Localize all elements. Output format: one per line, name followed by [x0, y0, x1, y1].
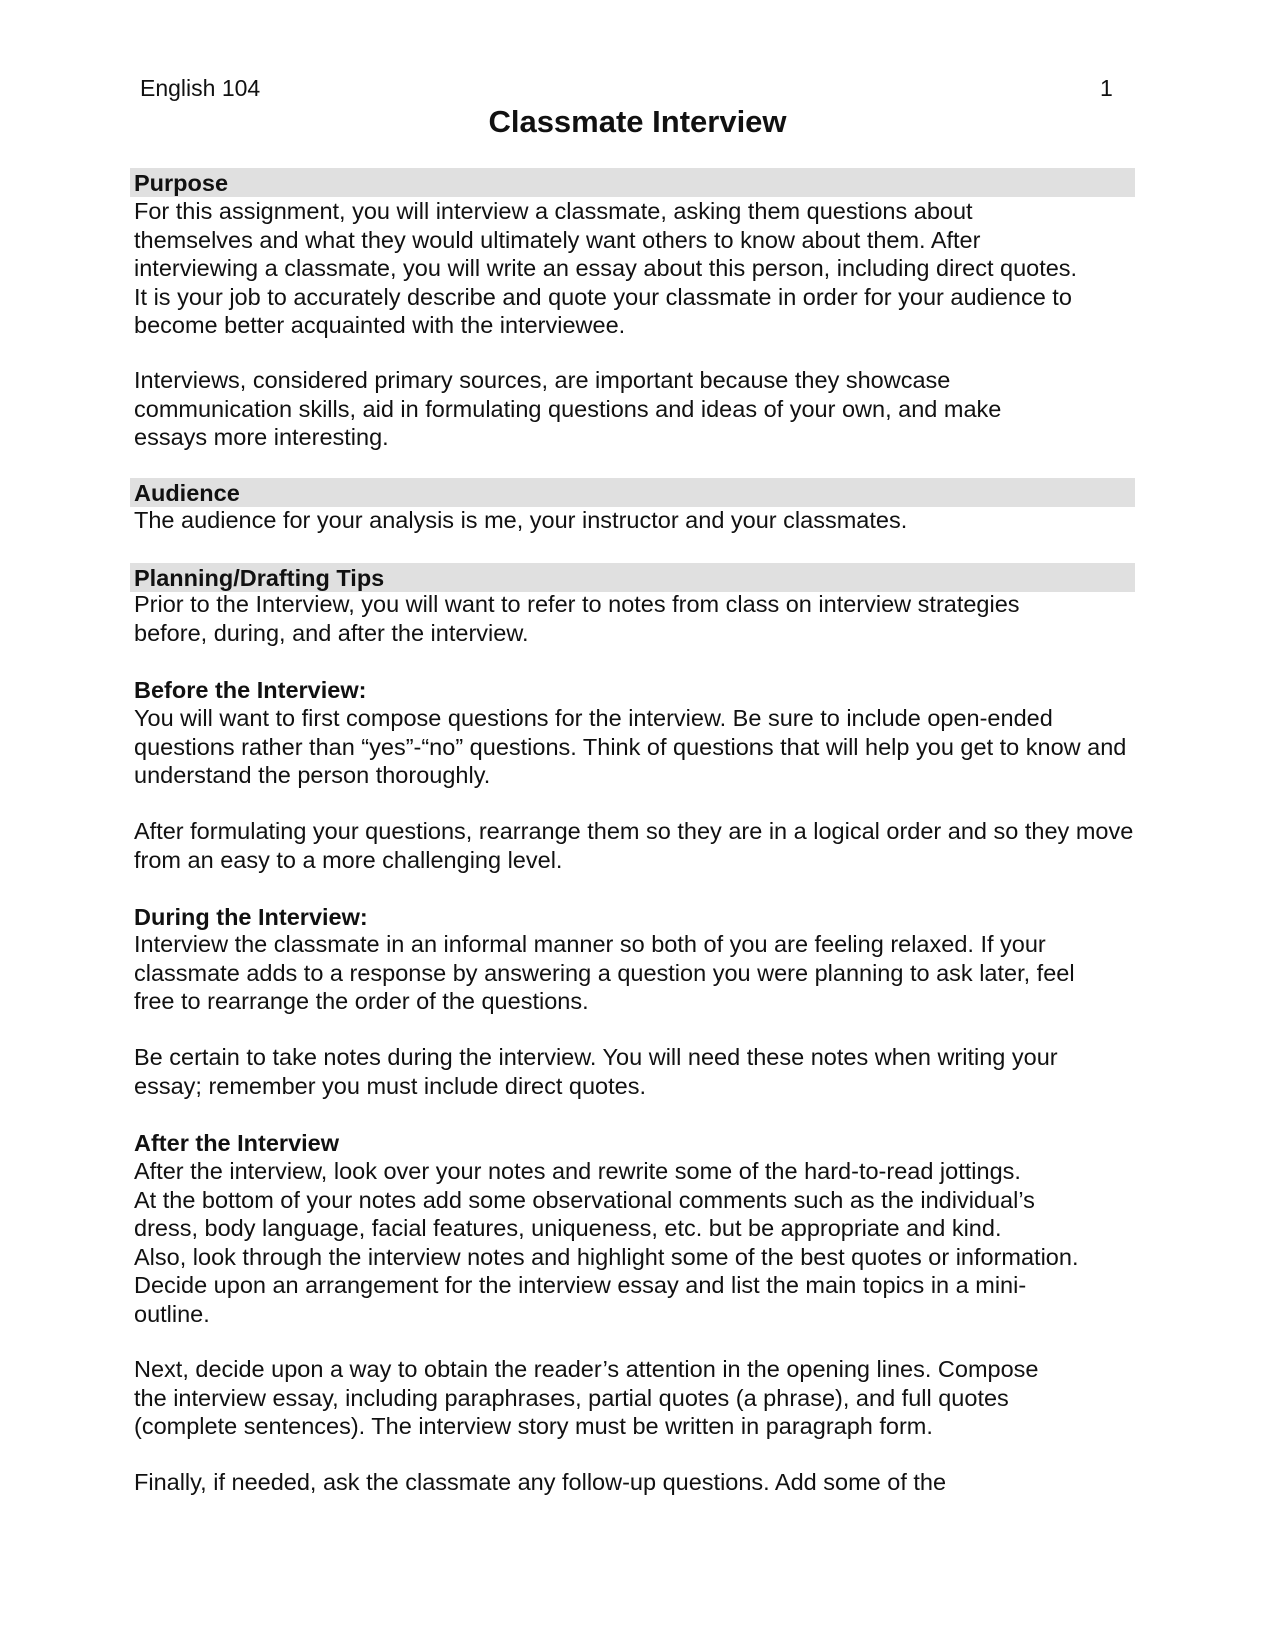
section-heading-audience: [130, 478, 1135, 507]
text-line: understand the person thoroughly.: [134, 762, 491, 788]
before-paragraph-1: [134, 704, 1126, 790]
purpose-paragraph-1: [134, 197, 1077, 340]
text-line: interviewing a classmate, you will write an essay about this person, including direct quotes.: [134, 255, 1078, 281]
page-number: 1: [1100, 75, 1113, 101]
section-heading-purpose-label: Purpose: [134, 170, 229, 196]
text-line: Prior to the Interview, you will want to refer to notes from class on interview strategies: [134, 591, 1020, 617]
text-line: the interview essay, including paraphrases, partial quotes (a phrase), and full quotes: [134, 1384, 1009, 1411]
audience-paragraph: [134, 506, 907, 535]
text-line: essays more interesting.: [134, 424, 389, 450]
section-heading-planning: [130, 563, 1135, 592]
text-line: themselves and what they would ultimately want others to know about them. After: [134, 226, 981, 253]
text-line: essay; remember you must include direct quotes.: [134, 1072, 647, 1099]
section-heading-planning-label: Planning/Drafting Tips: [134, 565, 385, 591]
text-line: It is your job to accurately describe and quote your classmate in order for your audience to: [134, 283, 1072, 310]
course-header: English 104: [140, 75, 261, 101]
text-line: questions rather than “yes”-“no” questions. Think of questions that will help you get to know and: [134, 733, 1127, 760]
subheading-before: Before the Interview:: [134, 677, 367, 703]
text-line: dress, body language, facial features, uniqueness, etc. but be appropriate and kind.: [134, 1215, 1002, 1241]
section-heading-purpose: [130, 168, 1135, 197]
text-line: free to rearrange the order of the questions.: [134, 988, 589, 1014]
text-line: before, during, and after the interview.: [134, 619, 529, 646]
text-line: After the interview, look over your notes and rewrite some of the hard-to-read jottings.: [134, 1158, 1021, 1184]
text-line: The audience for your analysis is me, your instructor and your classmates.: [134, 507, 908, 533]
text-line: You will want to first compose questions for the interview. Be sure to include open-ended: [134, 705, 1053, 731]
text-line: outline.: [134, 1300, 210, 1327]
purpose-paragraph-2: [134, 366, 1001, 452]
text-line: Interview the classmate in an informal manner so both of you are feeling relaxed. If your: [134, 931, 1046, 957]
planning-paragraph: [134, 590, 1020, 647]
text-line: For this assignment, you will interview a classmate, asking them questions about: [134, 198, 973, 224]
text-line: Decide upon an arrangement for the interview essay and list the main topics in a mini-: [134, 1272, 1027, 1298]
text-line: from an easy to a more challenging level.: [134, 846, 563, 873]
text-line: Finally, if needed, ask the classmate any follow-up questions. Add some of the: [134, 1469, 947, 1495]
after-paragraph-3: [134, 1468, 946, 1497]
before-paragraph-2: [134, 817, 1133, 874]
text-line: (complete sentences). The interview story must be written in paragraph form.: [134, 1413, 933, 1439]
text-line: Next, decide upon a way to obtain the reader’s attention in the opening lines. Compose: [134, 1356, 1039, 1382]
text-line: Be certain to take notes during the interview. You will need these notes when writing your: [134, 1044, 1058, 1070]
text-line: communication skills, aid in formulating questions and ideas of your own, and make: [134, 395, 1002, 422]
text-line: At the bottom of your notes add some observational comments such as the individual’s: [134, 1186, 1035, 1213]
after-paragraph-1: [134, 1157, 1078, 1328]
after-paragraph-2: [134, 1355, 1038, 1441]
subheading-during: During the Interview:: [134, 904, 368, 930]
during-paragraph-1: [134, 930, 1075, 1016]
during-paragraph-2: [134, 1043, 1058, 1100]
text-line: Also, look through the interview notes and highlight some of the best quotes or information.: [134, 1243, 1079, 1270]
document-title: Classmate Interview: [488, 104, 787, 139]
text-line: become better acquainted with the interviewee.: [134, 312, 626, 338]
section-heading-audience-label: Audience: [134, 480, 240, 506]
text-line: After formulating your questions, rearrange them so they are in a logical order and so they move: [134, 818, 1134, 844]
text-line: classmate adds to a response by answering a question you were planning to ask later, feel: [134, 959, 1075, 986]
subheading-after: After the Interview: [134, 1130, 340, 1156]
text-line: Interviews, considered primary sources, are important because they showcase: [134, 367, 951, 393]
